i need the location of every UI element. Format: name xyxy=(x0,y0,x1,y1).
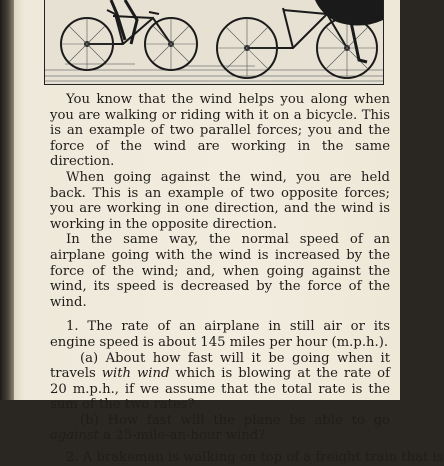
bicycle-riders-illustration-icon xyxy=(44,0,384,85)
paragraph-3: In the same way, the normal speed of an airplane going with the wind is increased by the force of the wind; and, when going against the wind, its speed is decreased by the force of the wind. xyxy=(50,232,390,310)
left-spokes xyxy=(61,18,197,70)
problem-1b-text: (b) How fast will the plane be able to go xyxy=(80,412,390,428)
problem-1b-rest: a 25-mile-an-hour wind? xyxy=(98,428,266,444)
problem-1: 1. The rate of an airplane in still air or its engine speed is about 145 miles per hour (m.p.h.). xyxy=(50,319,390,350)
problem-1a xyxy=(50,351,390,413)
problem-1b xyxy=(50,413,390,444)
illustration-drawing xyxy=(45,0,383,84)
book-gutter xyxy=(0,0,14,400)
ground-hatching xyxy=(45,64,383,81)
paragraph-2: When going against the wind, you are held back. This is an example of two opposite forces; you are working in one direction, and the wind is working in the opposite direction. xyxy=(50,169,390,232)
paragraph-1: You know that the wind helps you along when you are walking or riding with it on a bicycle. This is an example of two parallel forces; you and the force of the wind are working in the same direction. xyxy=(50,92,390,170)
left-rider xyxy=(111,0,137,44)
problem-2-partial: 2. A brakeman is walking on top of a freight train that is xyxy=(66,450,444,466)
right-rider-skirt xyxy=(315,0,383,26)
page-text xyxy=(50,92,444,466)
problem-1b-emphasis: against xyxy=(50,428,99,444)
problem-1a-rest: which is blowing at the rate of 20 m.p.h., if we assume that the total rate is the sum of the two rates? xyxy=(50,366,390,413)
problem-1a-text: (a) About how fast will it be going when it travels xyxy=(50,350,390,382)
left-bicycle xyxy=(61,10,197,70)
problem-1a-emphasis: with wind xyxy=(101,366,170,382)
